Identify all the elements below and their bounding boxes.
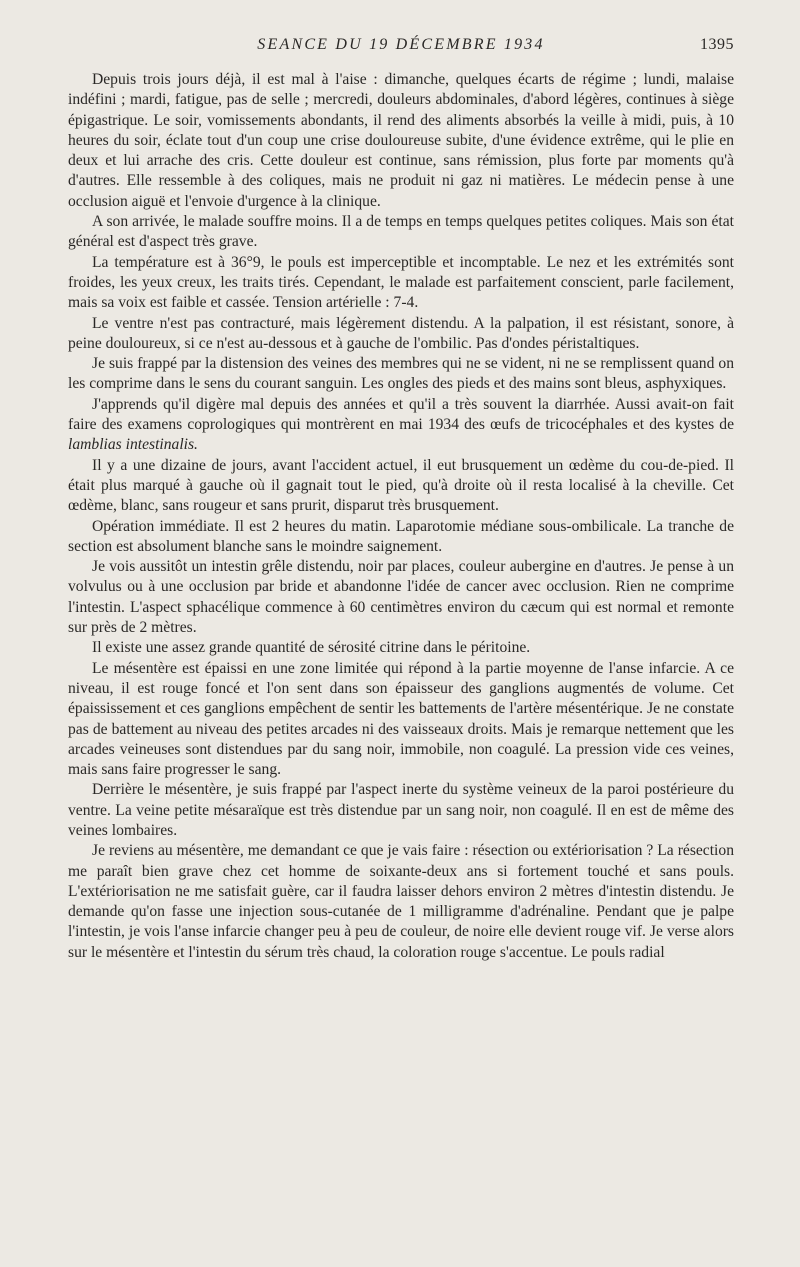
paragraph: Il existe une assez grande quantité de sérosité citrine dans le péritoine. [92,639,531,657]
page-number: 1395 [700,36,734,53]
page-header [68,34,734,58]
running-title: SEANCE DU 19 DÉCEMBRE 1934 [257,36,545,53]
paragraph: Je suis frappé par la distension des veines des membres qui ne se vident, ni ne se remplissent quand on les comprime dans le sens du courant sanguin. Les ongles des pieds et des mains sont bleus, asphyxiques. [68,355,734,393]
paragraph: Il y a une dizaine de jours, avant l'accident actuel, il eut brusquement un œdème du cou-de-pied. Il était plus marqué à gauche où il gagnait tout le pied, qu'à droite où il resta localisé à la cheville. Cet œdème, blanc, sans rougeur et sans prurit, disparut très brusquement. [68,456,734,515]
paragraph: Je vois aussitôt un intestin grêle distendu, noir par places, couleur aubergine en d'autres. Je pense à un volvulus ou à une occlusion par bride et abandonne l'idée de cancer avec occlusion. Rien ne comprime l'intestin. L'aspect sphacélique commence à 60 centimètres environ du cæcum qui est normal et remonte sur près de 2 mètres. [68,558,734,637]
body-text [68,70,734,963]
paragraph: A son arrivée, le malade souffre moins. Il a de temps en temps quelques petites coliques. Mais son état général est d'aspect très grave. [68,213,734,251]
paragraph-text: J'apprends qu'il digère mal depuis des années et qu'il a très souvent la diarrhée. Aussi avait-on fait faire des examens coprologiques qui montrèrent en mai 1934 des œufs de tricocéphales et des kystes de [68,395,734,434]
paragraph: Je reviens au mésentère, me demandant ce que je vais faire : résection ou extériorisation ? La résection me paraît bien grave chez cet homme de soixante-deux ans si fortement touché et sans pouls. L'extériorisation ne me satisfait guère, car il faudra laisser dehors environ 2 mètres d'intestin distendu. Je demande qu'on fasse une injection sous-cutanée de 1 milligramme d'adrénaline. Pendant que je palpe l'intestin, je vois l'anse infarcie changer peu à peu de couleur, de noire elle devient rouge vif. Je verse alors sur le mésentère et l'intestin du sérum très chaud, la coloration rouge s'accentue. Le pouls radial [68,842,734,961]
paragraph: La température est à 36°9, le pouls est imperceptible et incomptable. Le nez et les extrémités sont froides, les yeux creux, les traits tirés. Cependant, le malade est parfaitement conscient, parle facilement, mais sa voix est faible et cassée. Tension artérielle : 7-4. [68,253,734,312]
paragraph [68,395,734,456]
species-name-italic: lamblias intestinalis. [68,436,198,454]
paragraph: Depuis trois jours déjà, il est mal à l'aise : dimanche, quelques écarts de régime ; lundi, malaise indéfini ; mardi, fatigue, pas de selle ; mercredi, douleurs abdominales, d'abord légères, continues à siège épigastrique. Le soir, vomissements abondants, il rend des aliments absorbés la veille à midi, puis, à 10 heures du soir, éclate tout d'un coup une crise douloureuse subite, d'une évidence extrême, qui le plie en deux et lui arrache des cris. Cette douleur est continue, sans rémission, plus forte par moments qu'à d'autres. Elle ressemble à des coliques, mais ne produit ni gaz ni matières. Le médecin pense à une occlusion aiguë et l'envoie d'urgence à la clinique. [68,71,734,210]
paragraph: Derrière le mésentère, je suis frappé par l'aspect inerte du système veineux de la paroi postérieure du ventre. La veine petite mésaraïque est très distendue par un sang noir, non coagulé. Il en est de même des veines lombaires. [68,781,734,839]
paragraph: Opération immédiate. Il est 2 heures du matin. Laparotomie médiane sous-ombilicale. La tranche de section est absolument blanche sans le moindre saignement. [68,517,734,555]
paragraph: Le mésentère est épaissi en une zone limitée qui répond à la partie moyenne de l'anse infarcie. A ce niveau, il est rouge foncé et l'on sent dans son épaisseur des ganglions augmentés de volume. Cet épaississement et ces ganglions empêchent de sentir les battements de l'artère mésentérique. Je ne constate pas de battement au niveau des petites arcades ni des vaisseaux droits. Mais je remarque nettement que les arcades veineuses sont distendues par du sang noir, immobile, non coagulé. La pression vide ces veines, mais sans faire progresser le sang. [68,659,734,779]
paragraph: Le ventre n'est pas contracturé, mais légèrement distendu. A la palpation, il est résistant, sonore, à peine douloureux, si ce n'est au-dessous et à gauche de l'ombilic. Pas d'ondes péristaltiques. [68,314,734,352]
